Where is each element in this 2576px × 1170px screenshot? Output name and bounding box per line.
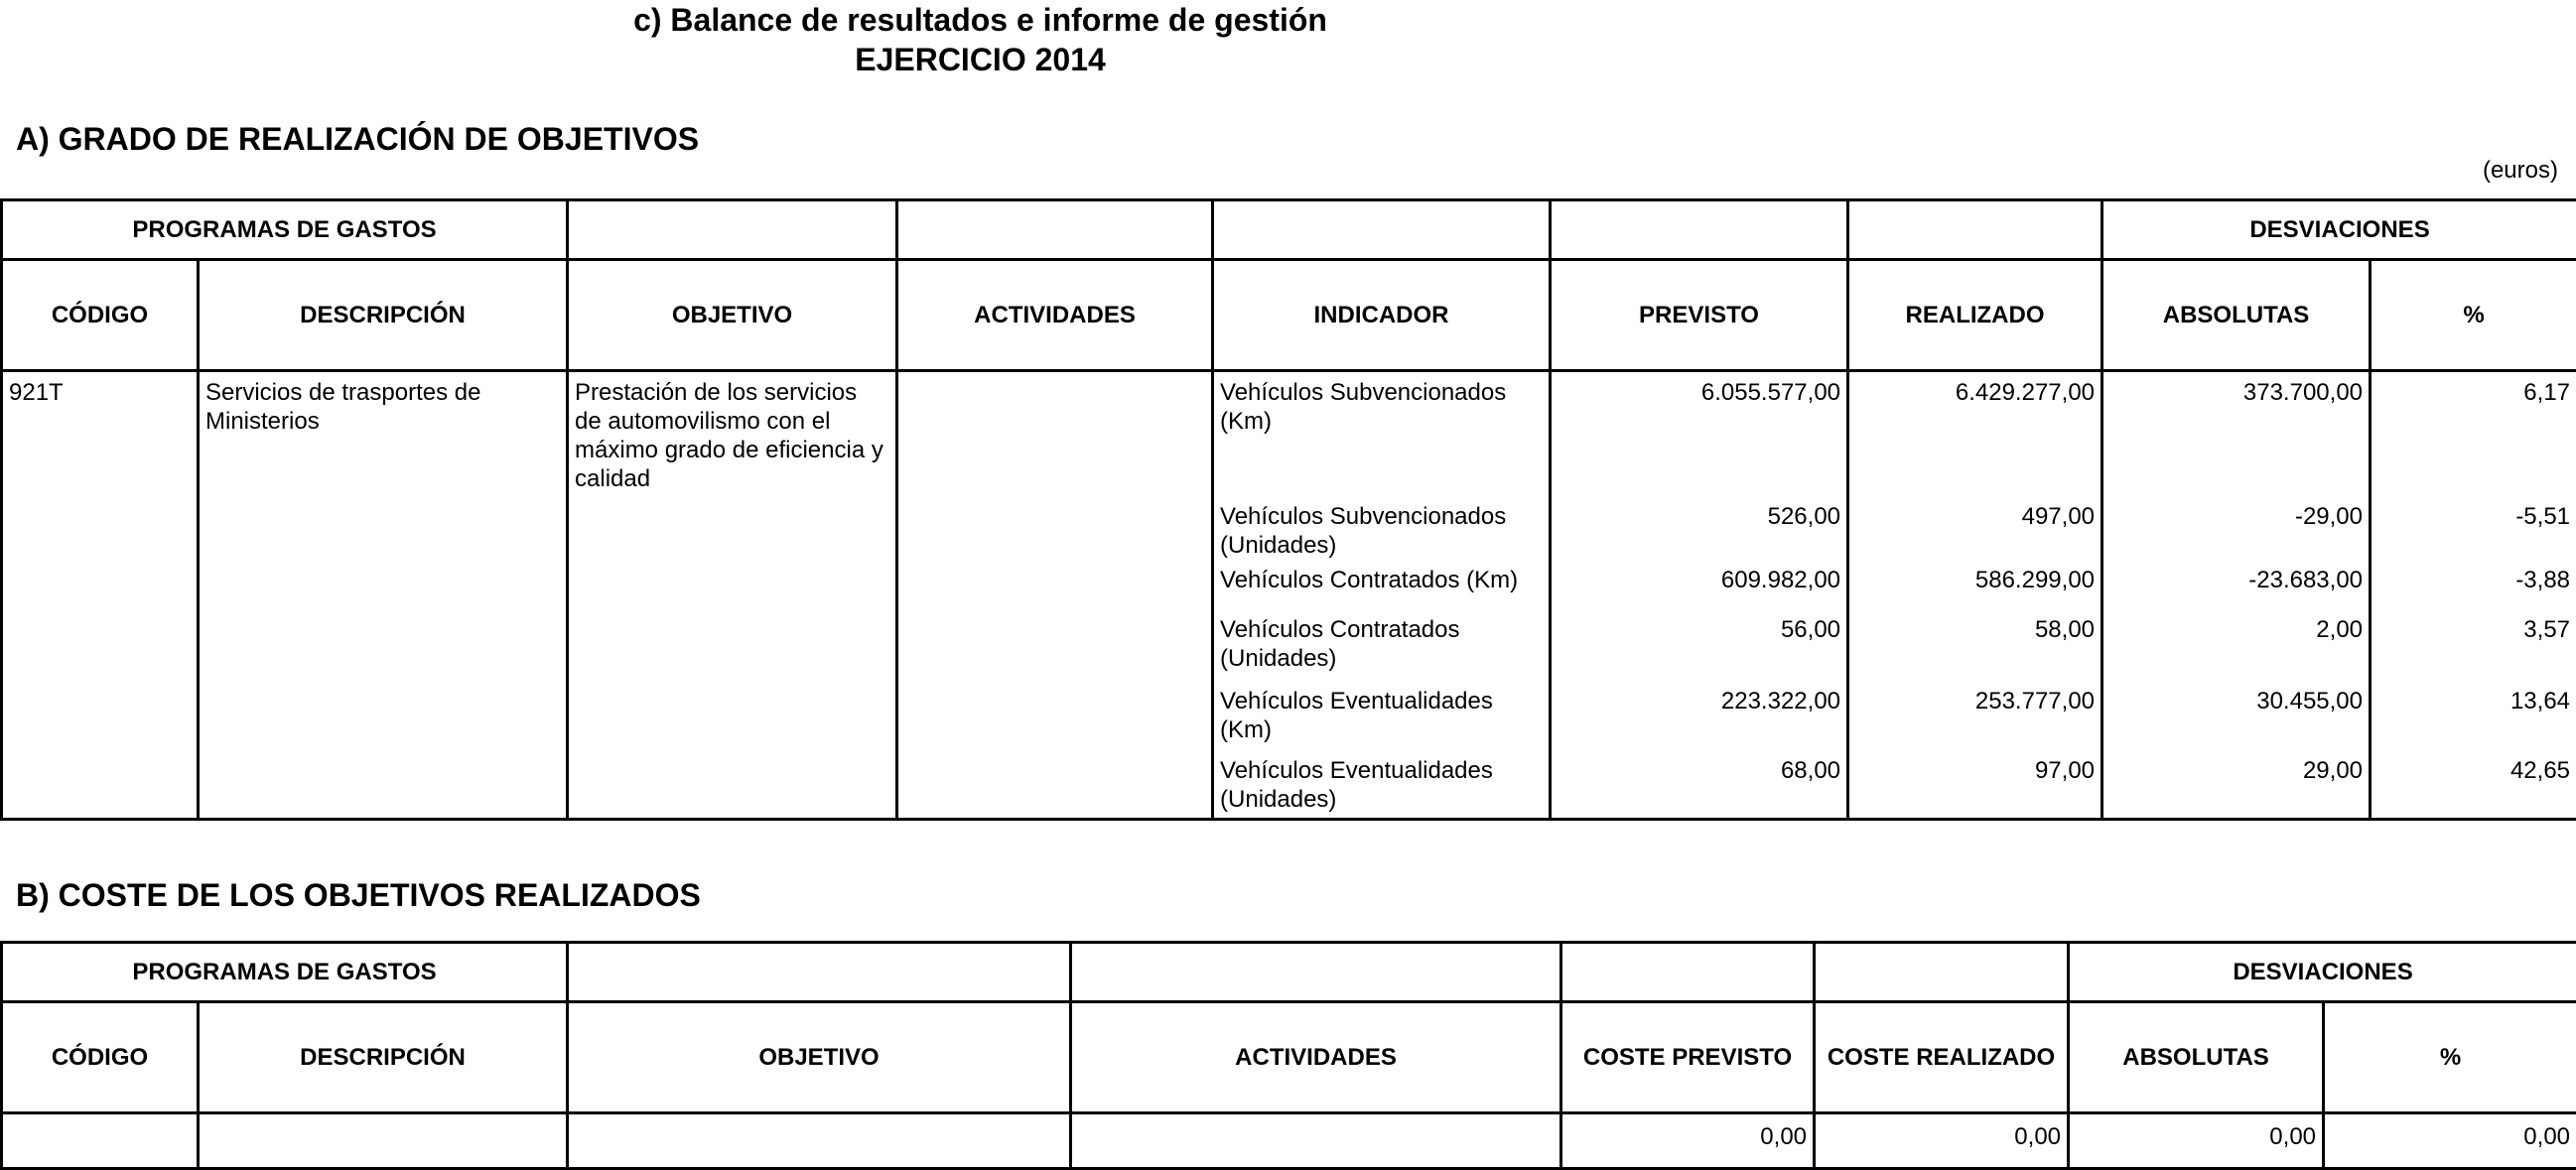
pct-cell: 42,65 <box>2371 752 2576 820</box>
absolutas-cell: 29,00 <box>2102 752 2371 820</box>
empty-header-cell <box>1213 200 1551 260</box>
descripcion-cell <box>199 1113 568 1169</box>
pct-cell: 0,00 <box>2324 1113 2576 1169</box>
table-b-column-header <box>2 1002 2576 1113</box>
pct-cell: -3,88 <box>2371 562 2576 611</box>
group-header-programas: PROGRAMAS DE GASTOS <box>2 943 568 1002</box>
col-header-objetivo: OBJETIVO <box>568 260 897 371</box>
pct-cell: 6,17 <box>2371 371 2576 498</box>
pct-cell: 3,57 <box>2371 611 2576 683</box>
previsto-cell: 6.055.577,00 <box>1551 371 1848 498</box>
realizado-cell: 253.777,00 <box>1848 683 2102 752</box>
previsto-cell: 56,00 <box>1551 611 1848 683</box>
indicador-cell: Vehículos Eventualidades (Km) <box>1213 683 1551 752</box>
group-header-desviaciones: DESVIACIONES <box>2069 943 2576 1002</box>
units-label: (euros) <box>2483 157 2558 185</box>
table-row <box>2 1113 2576 1169</box>
table-row <box>2 371 2576 498</box>
empty-header-cell <box>1071 943 1561 1002</box>
table-a-group-header <box>2 200 2576 260</box>
absolutas-cell: 2,00 <box>2102 611 2371 683</box>
col-header-pct: % <box>2324 1002 2576 1113</box>
section-a-title: A) GRADO DE REALIZACIÓN DE OBJETIVOS <box>16 119 699 159</box>
absolutas-cell: -29,00 <box>2102 498 2371 562</box>
previsto-cell: 223.322,00 <box>1551 683 1848 752</box>
realizado-cell: 58,00 <box>1848 611 2102 683</box>
col-header-realizado: REALIZADO <box>1848 260 2102 371</box>
coste-previsto-cell: 0,00 <box>1561 1113 1815 1169</box>
actividades-cell <box>897 371 1213 820</box>
cost-table <box>0 941 2576 1170</box>
section-b-title: B) COSTE DE LOS OBJETIVOS REALIZADOS <box>16 875 701 915</box>
col-header-indicador: INDICADOR <box>1213 260 1551 371</box>
empty-header-cell <box>1561 943 1815 1002</box>
indicador-cell: Vehículos Contratados (Km) <box>1213 562 1551 611</box>
indicador-cell: Vehículos Subvencionados (Unidades) <box>1213 498 1551 562</box>
document-year: EJERCICIO 2014 <box>0 40 1961 79</box>
col-header-objetivo: OBJETIVO <box>568 1002 1071 1113</box>
col-header-previsto: PREVISTO <box>1551 260 1848 371</box>
col-header-descripcion: DESCRIPCIÓN <box>199 260 568 371</box>
col-header-codigo: CÓDIGO <box>2 260 199 371</box>
previsto-cell: 68,00 <box>1551 752 1848 820</box>
col-header-descripcion: DESCRIPCIÓN <box>199 1002 568 1113</box>
indicador-cell: Vehículos Subvencionados (Km) <box>1213 371 1551 498</box>
previsto-cell: 526,00 <box>1551 498 1848 562</box>
group-header-programas: PROGRAMAS DE GASTOS <box>2 200 568 260</box>
col-header-absolutas: ABSOLUTAS <box>2102 260 2371 371</box>
indicador-cell: Vehículos Eventualidades (Unidades) <box>1213 752 1551 820</box>
empty-header-cell <box>1551 200 1848 260</box>
absolutas-cell: 373.700,00 <box>2102 371 2371 498</box>
realizado-cell: 6.429.277,00 <box>1848 371 2102 498</box>
realizado-cell: 497,00 <box>1848 498 2102 562</box>
empty-header-cell <box>568 200 897 260</box>
codigo-cell <box>2 1113 199 1169</box>
table-a-column-header <box>2 260 2576 371</box>
realizado-cell: 97,00 <box>1848 752 2102 820</box>
indicador-cell: Vehículos Contratados (Unidades) <box>1213 611 1551 683</box>
col-header-absolutas: ABSOLUTAS <box>2069 1002 2324 1113</box>
objetivo-cell <box>568 1113 1071 1169</box>
previsto-cell: 609.982,00 <box>1551 562 1848 611</box>
pct-cell: 13,64 <box>2371 683 2576 752</box>
objectives-table <box>0 198 2576 821</box>
realizado-cell: 586.299,00 <box>1848 562 2102 611</box>
empty-header-cell <box>1848 200 2102 260</box>
table-b-group-header <box>2 943 2576 1002</box>
group-header-desviaciones: DESVIACIONES <box>2102 200 2576 260</box>
empty-header-cell <box>897 200 1213 260</box>
col-header-actividades: ACTIVIDADES <box>897 260 1213 371</box>
col-header-actividades: ACTIVIDADES <box>1071 1002 1561 1113</box>
col-header-coste-previsto: COSTE PREVISTO <box>1561 1002 1815 1113</box>
col-header-codigo: CÓDIGO <box>2 1002 199 1113</box>
pct-cell: -5,51 <box>2371 498 2576 562</box>
absolutas-cell: 0,00 <box>2069 1113 2324 1169</box>
absolutas-cell: 30.455,00 <box>2102 683 2371 752</box>
codigo-cell: 921T <box>2 371 199 820</box>
actividades-cell <box>1071 1113 1561 1169</box>
objetivo-cell: Prestación de los servicios de automovilismo con el máximo grado de eficiencia y calidad <box>568 371 897 820</box>
col-header-coste-realizado: COSTE REALIZADO <box>1815 1002 2069 1113</box>
col-header-pct: % <box>2371 260 2576 371</box>
absolutas-cell: -23.683,00 <box>2102 562 2371 611</box>
empty-header-cell <box>568 943 1071 1002</box>
document-title: c) Balance de resultados e informe de gestión <box>0 0 1961 40</box>
coste-realizado-cell: 0,00 <box>1815 1113 2069 1169</box>
empty-header-cell <box>1815 943 2069 1002</box>
descripcion-cell: Servicios de trasportes de Ministerios <box>199 371 568 820</box>
